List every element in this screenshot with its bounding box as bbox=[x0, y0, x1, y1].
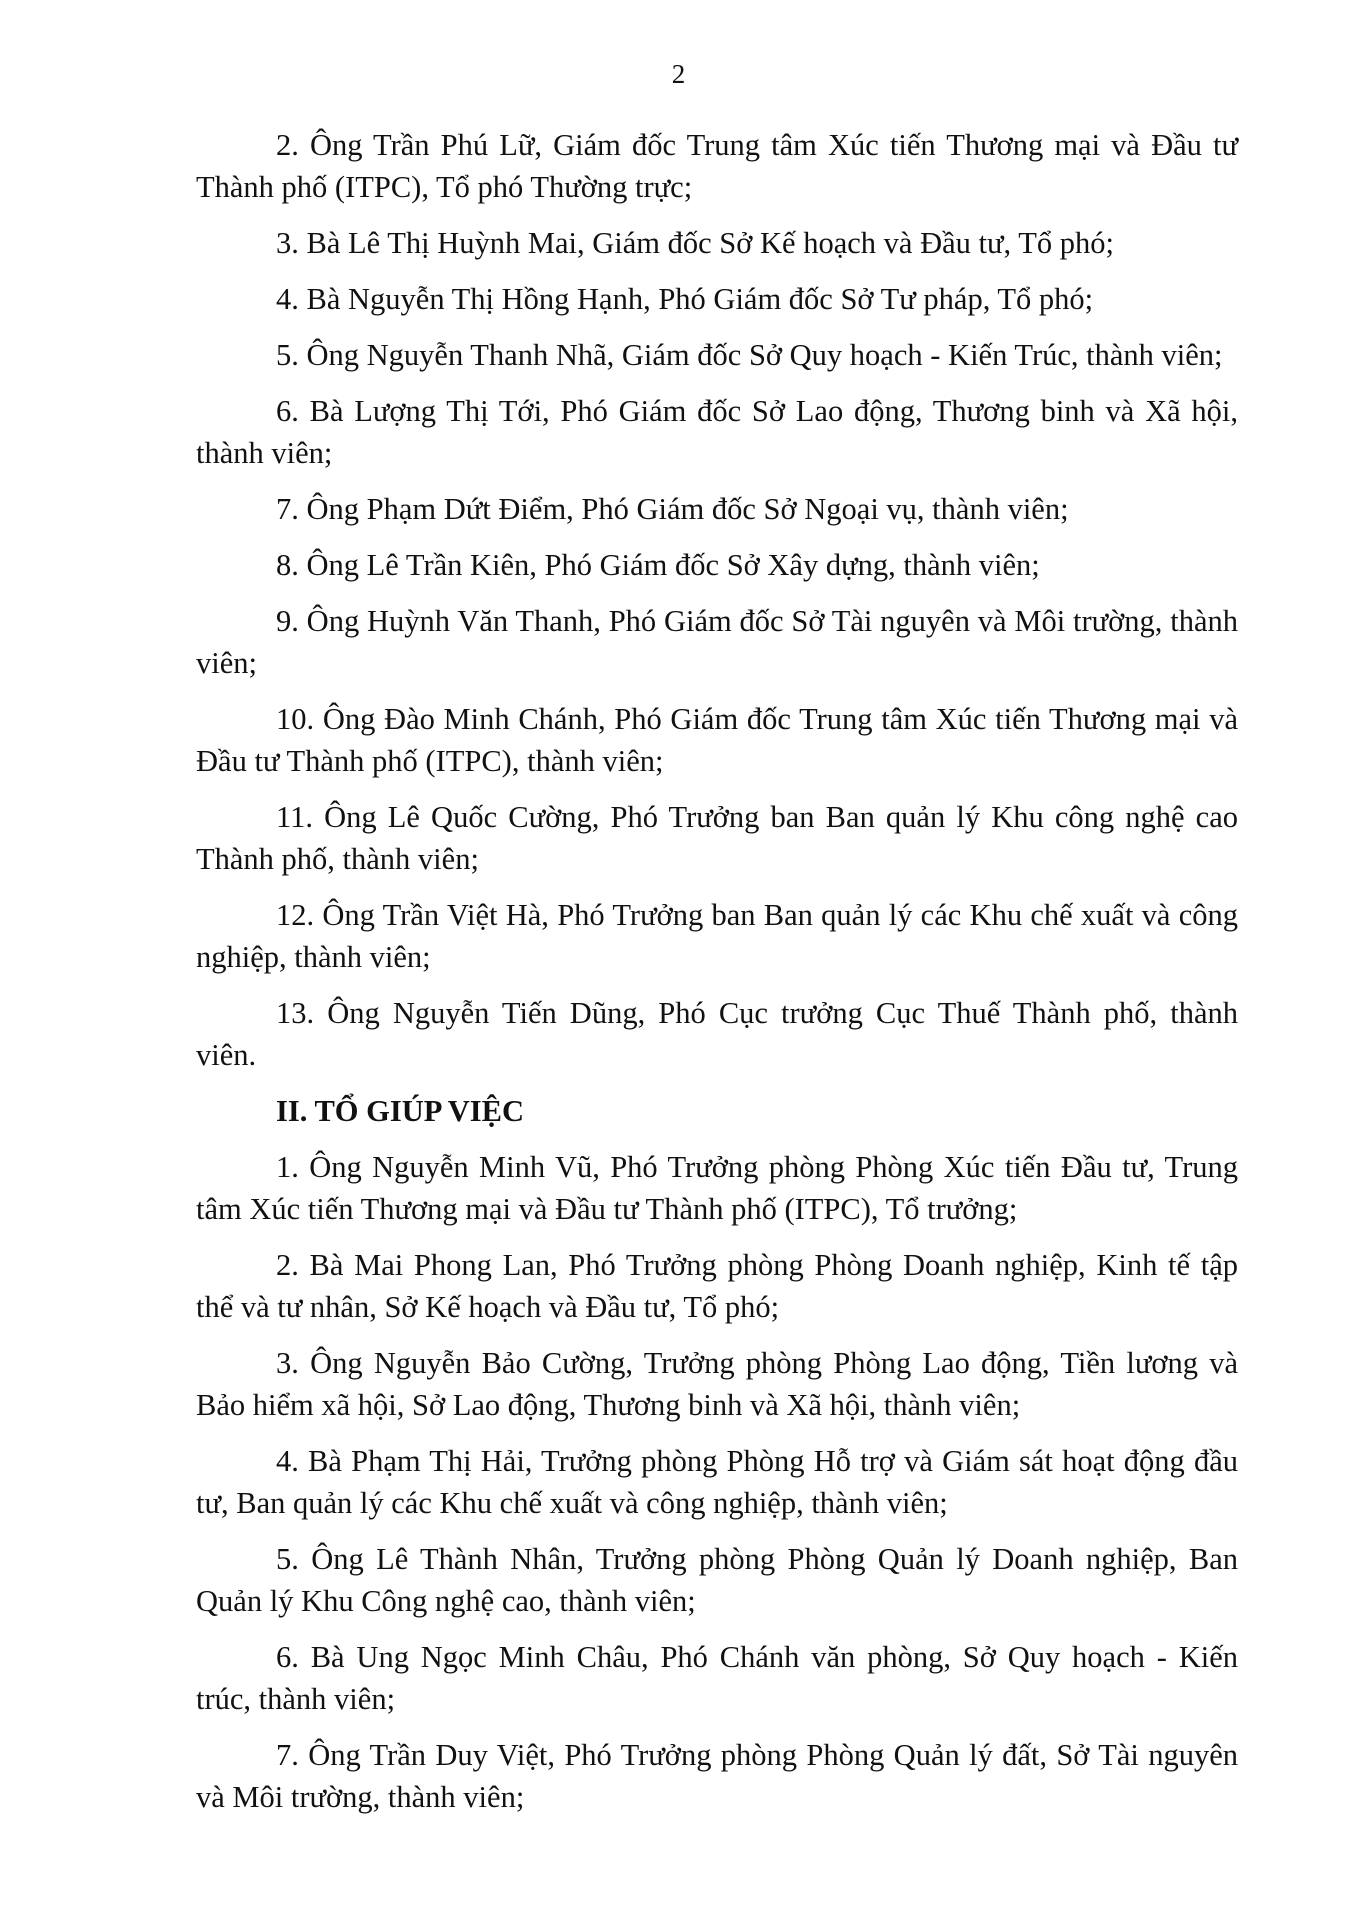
list-item: 8. Ông Lê Trần Kiên, Phó Giám đốc Sở Xây dựng, thành viên; bbox=[276, 548, 1040, 582]
list-item: 4. Bà Nguyễn Thị Hồng Hạnh, Phó Giám đốc Sở Tư pháp, Tổ phó; bbox=[276, 282, 1094, 316]
list-item: 7. Ông Trần Duy Việt, Phó Trưởng phòng Phòng Quản lý đất, Sở Tài nguyên và Môi trường, thành viên; bbox=[196, 1738, 1238, 1814]
list-item: 5. Ông Nguyễn Thanh Nhã, Giám đốc Sở Quy hoạch - Kiến Trúc, thành viên; bbox=[276, 338, 1223, 372]
list-item: 12. Ông Trần Việt Hà, Phó Trưởng ban Ban quản lý các Khu chế xuất và công nghiệp, thành viên; bbox=[196, 898, 1238, 974]
section-two-list bbox=[196, 1146, 1238, 1818]
list-item: 13. Ông Nguyễn Tiến Dũng, Phó Cục trưởng Cục Thuế Thành phố, thành viên. bbox=[196, 996, 1238, 1072]
page-number: 2 bbox=[671, 59, 686, 89]
list-item: 2. Ông Trần Phú Lữ, Giám đốc Trung tâm Xúc tiến Thương mại và Đầu tư Thành phố (ITPC), Tổ phó Thường trực; bbox=[196, 128, 1238, 204]
list-item: 9. Ông Huỳnh Văn Thanh, Phó Giám đốc Sở Tài nguyên và Môi trường, thành viên; bbox=[196, 604, 1238, 680]
list-item: 3. Ông Nguyễn Bảo Cường, Trưởng phòng Phòng Lao động, Tiền lương và Bảo hiểm xã hội, Sở Lao động, Thương binh và Xã hội, thành viên; bbox=[196, 1346, 1238, 1422]
section-one-list bbox=[196, 124, 1238, 1076]
list-item: 7. Ông Phạm Dứt Điểm, Phó Giám đốc Sở Ngoại vụ, thành viên; bbox=[276, 492, 1069, 526]
list-item: 10. Ông Đào Minh Chánh, Phó Giám đốc Trung tâm Xúc tiến Thương mại và Đầu tư Thành phố (ITPC), thành viên; bbox=[196, 702, 1238, 778]
list-item: 1. Ông Nguyễn Minh Vũ, Phó Trưởng phòng Phòng Xúc tiến Đầu tư, Trung tâm Xúc tiến Thương mại và Đầu tư Thành phố (ITPC), Tổ trưởng; bbox=[196, 1150, 1238, 1226]
list-item: 3. Bà Lê Thị Huỳnh Mai, Giám đốc Sở Kế hoạch và Đầu tư, Tổ phó; bbox=[276, 226, 1114, 260]
list-item: 11. Ông Lê Quốc Cường, Phó Trưởng ban Ban quản lý Khu công nghệ cao Thành phố, thành viên; bbox=[196, 800, 1238, 876]
document-body bbox=[196, 124, 1238, 1832]
list-item: 2. Bà Mai Phong Lan, Phó Trưởng phòng Phòng Doanh nghiệp, Kinh tế tập thể và tư nhân, Sở Kế hoạch và Đầu tư, Tổ phó; bbox=[196, 1248, 1238, 1324]
list-item: 6. Bà Lượng Thị Tới, Phó Giám đốc Sở Lao động, Thương binh và Xã hội, thành viên; bbox=[196, 394, 1238, 470]
list-item: 4. Bà Phạm Thị Hải, Trưởng phòng Phòng Hỗ trợ và Giám sát hoạt động đầu tư, Ban quản lý các Khu chế xuất và công nghiệp, thành viên; bbox=[196, 1444, 1238, 1520]
section-heading: II. TỔ GIÚP VIỆC bbox=[276, 1094, 525, 1128]
list-item: 5. Ông Lê Thành Nhân, Trưởng phòng Phòng Quản lý Doanh nghiệp, Ban Quản lý Khu Công nghệ cao, thành viên; bbox=[196, 1542, 1238, 1618]
list-item: 6. Bà Ung Ngọc Minh Châu, Phó Chánh văn phòng, Sở Quy hoạch - Kiến trúc, thành viên; bbox=[196, 1640, 1238, 1716]
